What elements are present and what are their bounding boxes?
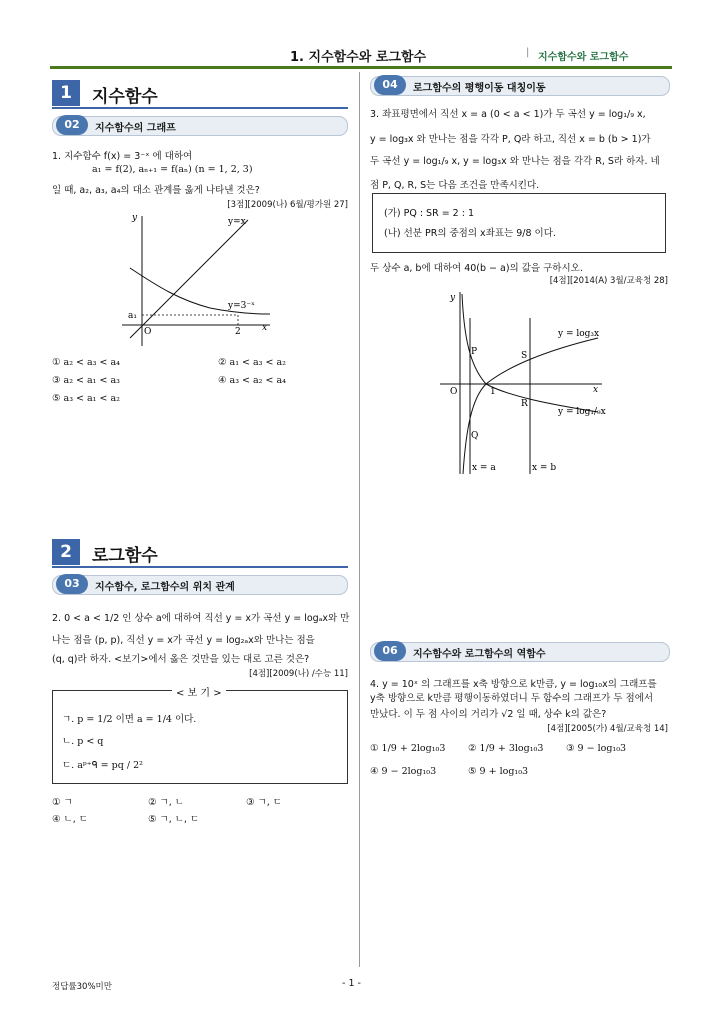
header-rule	[50, 66, 672, 69]
problem-1-choice-3[interactable]: ③ a₂ < a₁ < a₃	[52, 375, 120, 386]
bogi-item-1: ㄱ. p = 1/2 이면 a = 1/4 이다.	[62, 714, 197, 725]
problem-3-line-1: 3. 좌표평면에서 직선 x = a (0 < a < 1)가 두 곡선 y = log₁/₉ x,	[370, 109, 646, 120]
condition-2: (나) 선분 PR의 중점의 x좌표는 9/8 이다.	[384, 228, 556, 239]
section-number: 1	[52, 80, 80, 106]
graph2-label-log3: y = log₃x	[558, 329, 600, 339]
section-title: 로그함수	[92, 546, 158, 566]
graph-label-a1: a₁	[128, 311, 137, 321]
graph-label-y: y	[132, 213, 138, 223]
problem-1-line-3: 일 때, a₂, a₃, a₄의 대소 관계를 옳게 나타낸 것은?	[52, 185, 260, 196]
graph2-label-x: x	[593, 385, 599, 395]
problem-1-choice-4[interactable]: ④ a₃ < a₂ < a₄	[218, 375, 286, 386]
problem-2-choice-5[interactable]: ⑤ ㄱ, ㄴ, ㄷ	[148, 814, 200, 825]
section-rule	[52, 566, 348, 568]
problem-4-choice-2[interactable]: ② 1/9 + 3log₁₀3	[468, 743, 544, 754]
chapter-title: 1. 지수함수와 로그함수	[290, 50, 427, 65]
subsection-number: 06	[374, 641, 406, 661]
problem-1-choice-2[interactable]: ② a₁ < a₃ < a₂	[218, 357, 286, 368]
condition-1: (가) PQ : SR = 2 : 1	[384, 208, 475, 219]
subsection-number: 03	[56, 574, 88, 594]
graph2-label-y: y	[450, 293, 456, 303]
graph2-label-q: Q	[471, 431, 479, 441]
problem-1-source: [3점][2009(나) 6월/평가원 27]	[227, 200, 348, 210]
problem-3-line-4: 점 P, Q, R, S는 다음 조건을 만족시킨다.	[370, 180, 540, 191]
subsection-number: 04	[374, 75, 406, 95]
subsection-title: 지수함수, 로그함수의 위치 관계	[95, 582, 235, 593]
graph2-label-p: P	[471, 347, 478, 357]
section-title: 지수함수	[92, 87, 158, 107]
header-right-title: 지수함수와 로그함수	[538, 52, 629, 63]
bogi-item-3: ㄷ. aᵖ⁺ᑫ = pq / 2²	[62, 760, 143, 771]
problem-2-choice-2[interactable]: ② ㄱ, ㄴ	[148, 797, 184, 808]
problem-4-choice-3[interactable]: ③ 9 − log₁₀3	[566, 743, 627, 754]
problem-4-choice-1[interactable]: ① 1/9 + 2log₁₀3	[370, 743, 446, 754]
problem-4-choice-4[interactable]: ④ 9 − 2log₁₀3	[370, 766, 437, 777]
problem-4-source: [4점][2005(가) 4월/교육청 14]	[547, 724, 668, 734]
problem-2-source: [4점][2009(나) /수능 11]	[249, 669, 348, 679]
problem-2-line-3: (q, q)라 하자. <보기>에서 옳은 것만을 있는 대로 고른 것은?	[52, 654, 310, 665]
graph2-label-xa: x = a	[472, 463, 496, 473]
problem-1-graph	[120, 208, 280, 348]
graph2-label-origin: O	[450, 387, 458, 397]
graph2-label-log19: y = log₁/₉x	[558, 407, 606, 417]
problem-3-source: [4점][2014(A) 3월/교육청 28]	[549, 276, 668, 286]
problem-1-choice-1[interactable]: ① a₂ < a₃ < a₄	[52, 357, 120, 368]
section-number: 2	[52, 539, 80, 565]
problem-2-choice-4[interactable]: ④ ㄴ, ㄷ	[52, 814, 88, 825]
graph2-label-s: S	[521, 351, 528, 361]
condition-box	[372, 193, 666, 253]
graph2-label-xb: x = b	[532, 463, 557, 473]
problem-3-line-3: 두 곡선 y = log₁/₉ x, y = log₃x 와 만나는 점을 각각 R, S라 하자. 네	[370, 156, 660, 167]
problem-4-choice-5[interactable]: ⑤ 9 + log₁₀3	[468, 766, 529, 777]
footer-note: 정답률30%미만	[52, 982, 112, 992]
header-separator: |	[526, 47, 530, 58]
graph-label-two: 2	[235, 327, 241, 337]
subsection-number: 02	[56, 115, 88, 135]
problem-3-question: 두 상수 a, b에 대하여 40(b − a)의 값을 구하시오.	[370, 263, 583, 274]
problem-3-line-2: y = log₃x 와 만나는 점을 각각 P, Q라 하고, 직선 x = b (b > 1)가	[370, 134, 651, 145]
problem-2-choice-3[interactable]: ③ ㄱ, ㄷ	[246, 797, 282, 808]
graph2-label-one: 1	[490, 387, 496, 397]
page-number: - 1 -	[342, 978, 361, 989]
problem-1-line-1: 1. 지수함수 f(x) = 3⁻ˣ 에 대하여	[52, 151, 193, 162]
problem-4-line-3: 만났다. 이 두 점 사이의 거리가 √2 일 때, 상수 k의 값은?	[370, 709, 607, 720]
bogi-title: < 보 기 >	[172, 684, 226, 699]
problem-2-line-2: 나는 점을 (p, p), 직선 y = x가 곡선 y = log₂ₐx와 만나는 점을	[52, 635, 315, 646]
bogi-item-2: ㄴ. p < q	[62, 736, 104, 747]
problem-2-choice-1[interactable]: ① ㄱ	[52, 797, 73, 808]
graph-label-origin: O	[144, 327, 152, 337]
subsection-title: 지수함수의 그래프	[95, 123, 176, 134]
column-divider	[359, 72, 360, 967]
section-rule	[52, 107, 348, 109]
problem-1-line-2: a₁ = f(2), aₙ₊₁ = f(aₙ) (n = 1, 2, 3)	[92, 164, 253, 175]
problem-4-line-1: 4. y = 10ˣ 의 그래프를 x축 방향으로 k만큼, y = log₁₀x의 그래프를	[370, 679, 657, 690]
problem-1-choice-5[interactable]: ⑤ a₃ < a₁ < a₂	[52, 393, 120, 404]
graph-label-curve: y=3⁻ˣ	[228, 301, 255, 311]
subsection-title: 로그함수의 평행이동 대칭이동	[413, 83, 546, 94]
subsection-title: 지수함수와 로그함수의 역함수	[413, 649, 546, 660]
graph2-label-r: R	[521, 399, 528, 409]
problem-3-graph	[438, 288, 608, 476]
problem-4-line-2: y축 방향으로 k만큼 평행이동하였더니 두 함수의 그래프가 두 점에서	[370, 693, 654, 704]
graph-label-x: x	[262, 323, 268, 333]
problem-2-line-1: 2. 0 < a < 1/2 인 상수 a에 대하여 직선 y = x가 곡선 y = logₐx와 만	[52, 613, 350, 624]
graph-label-line: y=x	[228, 217, 246, 227]
